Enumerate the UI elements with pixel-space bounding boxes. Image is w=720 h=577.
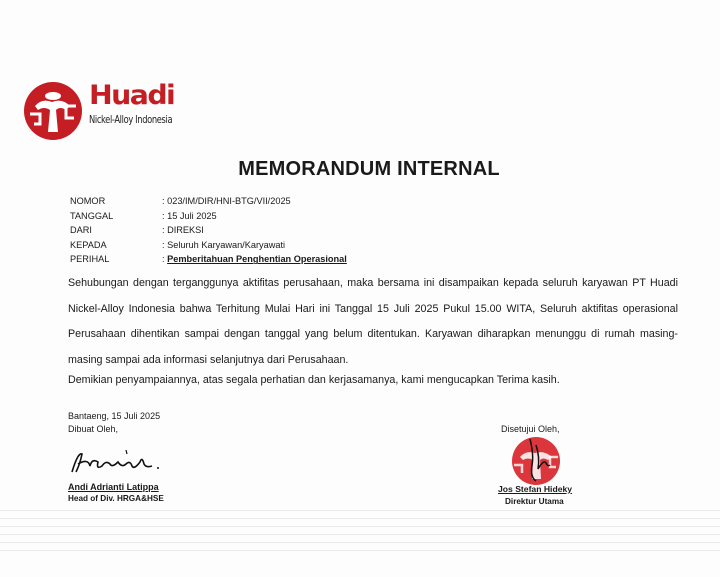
meta-row-tanggal <box>70 209 347 224</box>
place-date: Bantaeng, 15 Juli 2025 <box>68 411 161 421</box>
meta-label: NOMOR <box>70 196 106 207</box>
signer-role-left: Head of Div. HRGA&HSE <box>68 494 164 503</box>
meta-label: KEPADA <box>70 239 107 250</box>
signature-block-left <box>68 410 164 503</box>
meta-row-perihal <box>70 252 347 267</box>
meta-value: : DIREKSI <box>162 225 204 236</box>
signer-role-right: Direktur Utama <box>505 497 564 506</box>
company-logo <box>22 80 182 140</box>
signer-name-right: Jos Stefan Hideky <box>498 484 573 494</box>
memo-closing: Demikian penyampaiannya, atas segala perhatian dan kerjasamanya, kami mengucapkan Terima kasih. <box>68 374 560 386</box>
meta-row-nomor <box>70 194 347 209</box>
made-by-label: Dibuat Oleh, <box>68 423 119 434</box>
meta-value-subject: Pemberitahuan Penghentian Operasional <box>167 254 347 265</box>
company-stamp-icon <box>508 435 564 487</box>
scan-artifact-lines <box>0 510 720 570</box>
document-title: MEMORANDUM INTERNAL <box>238 158 500 180</box>
signer-name-left: Andi Adrianti Latippa <box>68 482 159 492</box>
meta-value: : 023/IM/DIR/HNI-BTG/VII/2025 <box>162 196 291 207</box>
approved-by-label: Disetujui Oleh, <box>501 424 560 434</box>
meta-value: : Seluruh Karyawan/Karyawati <box>162 239 286 250</box>
meta-value-prefix: : <box>162 254 168 265</box>
memo-metadata <box>70 194 347 267</box>
meta-label: PERIHAL <box>70 254 110 265</box>
company-subtitle: Nickel-Alloy Indonesia <box>89 114 173 126</box>
memo-body: Sehubungan dengan terganggunya aktifitas perusahaan, maka bersama ini disampaikan kepada seluruh karyawan PT Huadi Nickel-Alloy Indonesia bahwa Terhitung Mulai Hari ini Tanggal 15 Juli 2025 Pukul 15.00 WITA, Seluruh aktifitas operasional Perusahaan dihentikan sampai dengan tanggal yang belum ditentukan. Karyawan diharapkan menunggu di rumah masing-masing sampai ada informasi selanjutnya dari Perusahaan. <box>68 277 678 366</box>
meta-row-kepada <box>70 238 347 253</box>
huadi-logo-icon <box>22 80 84 142</box>
meta-row-dari <box>70 223 347 238</box>
handwritten-signature-icon <box>68 446 163 478</box>
company-name: Huadi <box>89 80 175 111</box>
meta-label: DARI <box>70 225 92 236</box>
meta-label: TANGGAL <box>70 210 114 221</box>
meta-value: : 15 Juli 2025 <box>162 210 217 221</box>
